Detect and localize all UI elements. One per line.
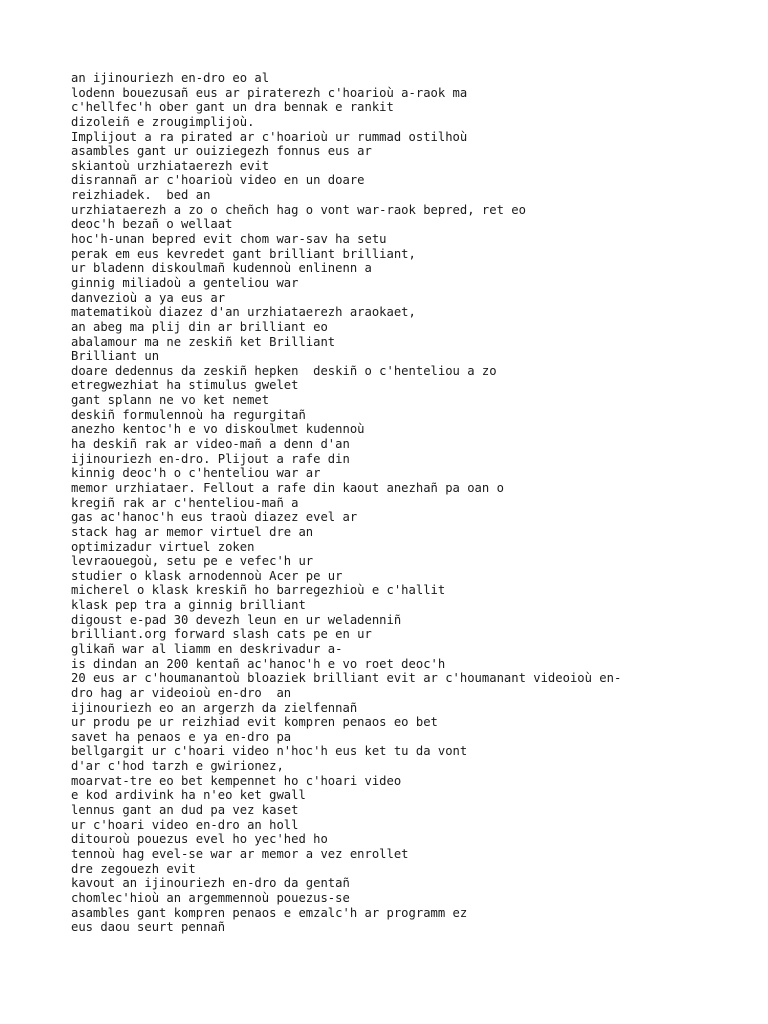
- text-line: Implijout a ra pirated ar c'hoarioù ur rummad ostilhoù: [71, 129, 468, 144]
- text-line: stack hag ar memor virtuel dre an: [71, 524, 314, 539]
- text-line: savet ha penaos e ya en-dro pa: [71, 729, 292, 744]
- text-line: Brilliant un: [71, 349, 160, 364]
- text-line: asambles gant ur ouiziegezh fonnus eus ar: [71, 144, 372, 159]
- text-line: deoc'h bezañ o wellaat: [71, 217, 233, 232]
- text-line: urzhiataerezh a zo o cheñch hag o vont war-raok bepred, ret eo: [71, 202, 526, 217]
- text-line: matematikoù diazez d'an urzhiataerezh araokaet,: [71, 305, 416, 320]
- text-line: dro hag ar videoioù en-dro an: [71, 685, 292, 700]
- text-line: studier o klask arnodennoù Acer pe ur: [71, 568, 343, 583]
- text-line: lennus gant an dud pa vez kaset: [71, 803, 299, 818]
- text-line: micherel o klask kreskiñ ho barregezhioù e c'hallit: [71, 583, 446, 598]
- text-line: e kod ardivink ha n'eo ket gwall: [71, 788, 306, 803]
- text-line: disrannañ ar c'hoarioù video en un doare: [71, 173, 365, 188]
- text-line: anezho kentoc'h e vo diskoulmet kudennoù: [71, 422, 365, 437]
- text-line: an abeg ma plij din ar brilliant eo: [71, 319, 328, 334]
- text-line: etregwezhiat ha stimulus gwelet: [71, 378, 299, 393]
- text-line: bellgargit ur c'hoari video n'hoc'h eus ket tu da vont: [71, 744, 468, 759]
- text-line: hoc'h-unan bepred evit chom war-sav ha setu: [71, 232, 387, 247]
- text-line: gas ac'hanoc'h eus traoù diazez evel ar: [71, 510, 358, 525]
- text-line: ijinouriezh en-dro. Plijout a rafe din: [71, 451, 350, 466]
- text-line: kinnig deoc'h o c'henteliou war ar: [71, 466, 321, 481]
- text-line: kavout an ijinouriezh en-dro da gentañ: [71, 876, 350, 891]
- text-line: asambles gant kompren penaos e emzalc'h ar programm ez: [71, 905, 468, 920]
- text-line: danvezioù a ya eus ar: [71, 290, 226, 305]
- text-line: doare dedennus da zeskiñ hepken deskiñ o c'henteliou a zo: [71, 363, 497, 378]
- text-line: gant splann ne vo ket nemet: [71, 393, 270, 408]
- text-line: levraouegoù, setu pe e vefec'h ur: [71, 554, 314, 569]
- text-line: ur c'hoari video en-dro an holl: [71, 817, 299, 832]
- text-line: brilliant.org forward slash cats pe en ur: [71, 627, 372, 642]
- text-line: kregiñ rak ar c'henteliou-mañ a: [71, 495, 299, 510]
- text-line: digoust e-pad 30 devezh leun en ur weladenniñ: [71, 612, 402, 627]
- text-line: ur produ pe ur reizhiad evit kompren penaos eo bet: [71, 715, 438, 730]
- text-line: reizhiadek. bed an: [71, 188, 211, 203]
- text-line: ditouroù pouezus evel ho yec'hed ho: [71, 832, 328, 847]
- text-line: optimizadur virtuel zoken: [71, 539, 255, 554]
- text-line: perak em eus kevredet gant brilliant brilliant,: [71, 246, 416, 261]
- text-line: 20 eus ar c'houmanantoù bloaziek brilliant evit ar c'houmanant videoioù en-: [71, 671, 622, 686]
- text-line: ijinouriezh eo an argerzh da zielfennañ: [71, 700, 358, 715]
- text-line: klask pep tra a ginnig brilliant: [71, 598, 306, 613]
- text-line: d'ar c'hod tarzh e gwirionez,: [71, 759, 284, 774]
- text-line: c'hellfec'h ober gant un dra bennak e rankit: [71, 100, 394, 115]
- text-line: lodenn bouezusañ eus ar piraterezh c'hoarioù a-raok ma: [71, 85, 468, 100]
- document-body: [71, 71, 621, 935]
- text-line: moarvat-tre eo bet kempennet ho c'hoari video: [71, 773, 402, 788]
- text-line: eus daou seurt pennañ: [71, 920, 226, 935]
- text-line: is dindan an 200 kentañ ac'hanoc'h e vo roet deoc'h: [71, 656, 446, 671]
- text-line: dre zegouezh evit: [71, 861, 196, 876]
- text-line: glikañ war al liamm en deskrivadur a-: [71, 641, 343, 656]
- text-line: ginnig miliadoù a genteliou war: [71, 275, 299, 290]
- text-line: tennoù hag evel-se war ar memor a vez enrollet: [71, 846, 409, 861]
- text-line: ur bladenn diskoulmañ kudennoù enlinenn a: [71, 261, 372, 276]
- text-line: ha deskiñ rak ar video-mañ a denn d'an: [71, 437, 350, 452]
- text-line: dizoleiñ e zrougimplijoù.: [71, 114, 255, 129]
- text-line: abalamour ma ne zeskiñ ket Brilliant: [71, 334, 336, 349]
- text-line: deskiñ formulennoù ha regurgitañ: [71, 407, 306, 422]
- text-line: memor urzhiataer. Fellout a rafe din kaout anezhañ pa oan o: [71, 480, 504, 495]
- text-line: skiantoù urzhiataerezh evit: [71, 158, 270, 173]
- text-line: an ijinouriezh en-dro eo al: [71, 71, 270, 85]
- text-line: chomlec'hioù an argemmennoù pouezus-se: [71, 890, 350, 905]
